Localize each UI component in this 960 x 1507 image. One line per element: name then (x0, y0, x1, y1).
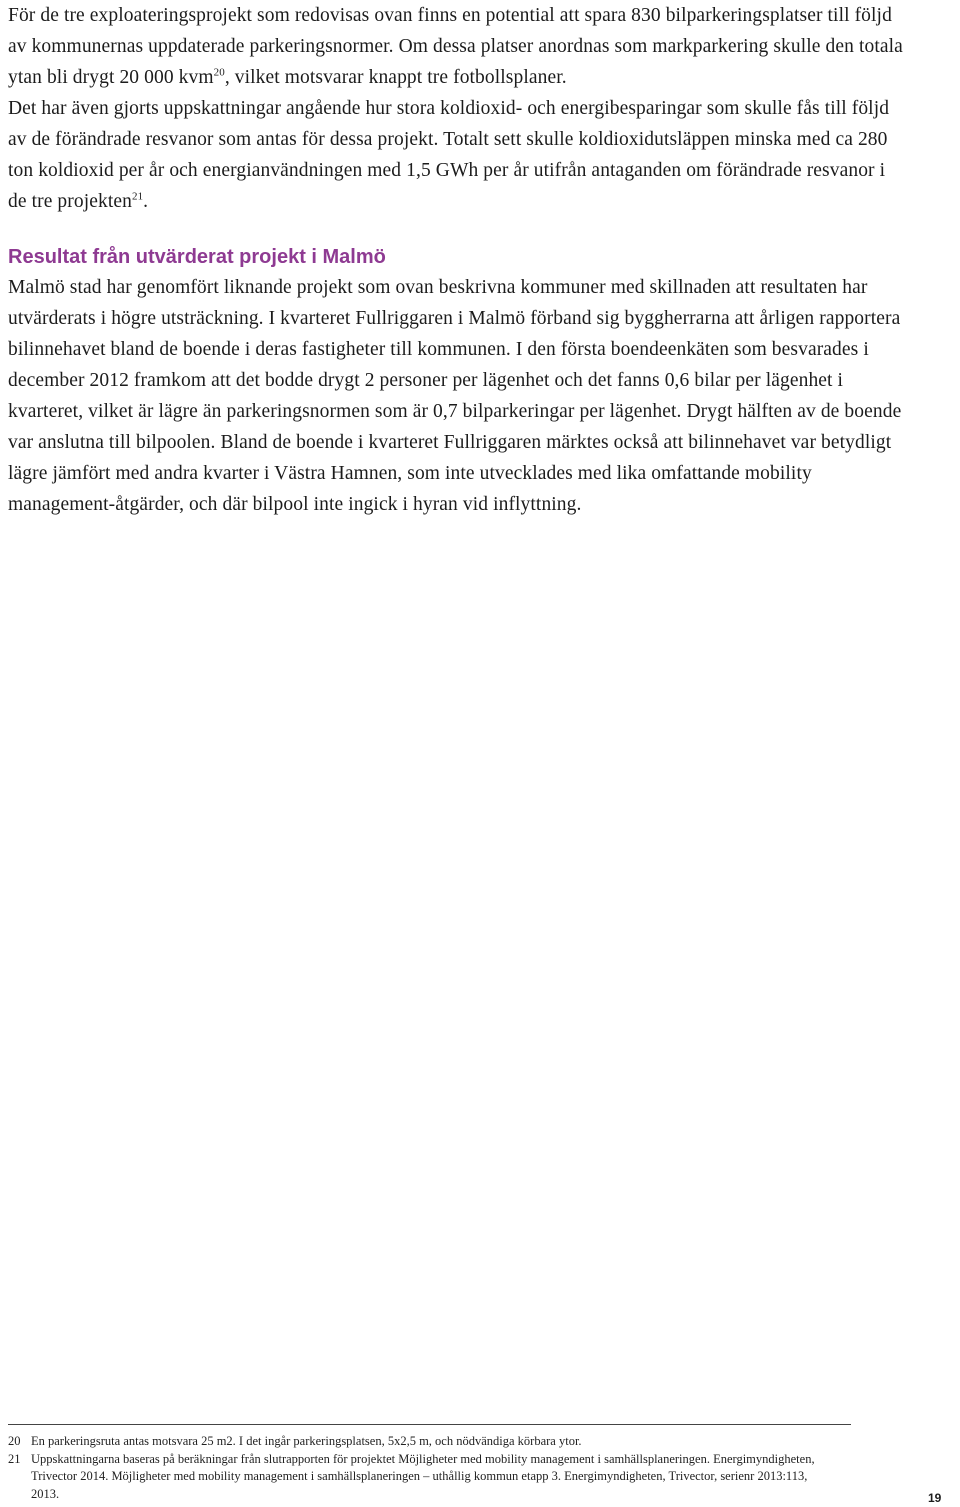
paragraph-1-tail: , vilket motsvarar knappt tre fotbollsplaner. (224, 67, 567, 88)
paragraph-3 (8, 272, 908, 520)
paragraph-2 (8, 93, 908, 217)
paragraph-2-text: Det har även gjorts uppskattningar angående hur stora koldioxid- och energibesparingar som skulle fås till följd av de förändrade resvanor som antas för dessa projekt. Totalt sett skulle koldioxidutsläppen minska med ca 280 ton koldioxid per år och energianvändningen med 1,5 GWh per år utifrån antaganden om förändrade resvanor i de tre projekten (8, 98, 890, 212)
paragraph-1-text: För de tre exploateringsprojekt som redovisas ovan finns en potential att spara 830 bilparkeringsplatser till följd av kommunernas uppdaterade parkeringsnormer. Om dessa platser anordnas som markparkering skulle den totala ytan bli drygt 20 000 kvm (8, 5, 903, 88)
footnotes (8, 1433, 828, 1503)
footnote-ref-21[interactable]: 21 (131, 190, 144, 203)
footnote-number: 21 (8, 1451, 21, 1466)
footnote-number: 20 (8, 1434, 21, 1448)
footnote-text: Uppskattningarna baseras på beräkningar från slutrapporten för projektet Möjligheter med mobility management i samhällsplaneringen. Energimyndigheten, Trivector 2014. Möjligheter med mobility management i samhällsplaneringen – uthållig kommun etapp 3. Energimyndigheten, Trivector, serienr 2013:113, 2013. (31, 1451, 815, 1501)
paragraph-2-tail: . (143, 191, 149, 212)
page-number: 19 (928, 1491, 942, 1505)
footnote-ref-20[interactable]: 20 (213, 66, 225, 79)
section-heading: Resultat från utvärderat projekt i Malmö (8, 246, 386, 268)
paragraph-1 (8, 0, 908, 93)
footnote-divider (8, 1424, 851, 1425)
main-content (8, 0, 908, 520)
footnote-text: En parkeringsruta antas motsvara 25 m2. I det ingår parkeringsplatsen, 5x2,5 m, och nödvändiga körbara ytor. (31, 1434, 582, 1448)
paragraph-3-text: Malmö stad har genomfört liknande projekt som ovan beskrivna kommuner med skillnaden att resultaten har utvärderats i högre utsträckning. I kvarteret Fullriggaren i Malmö förband sig byggherrarna att årligen rapportera bilinnehavet bland de boende i deras fastigheter till kommunen. I den första boendeenkäten som besvarades i december 2012 framkom att det bodde drygt 2 personer per lägenhet och det fanns 0,6 bilar per lägenhet i kvarteret, vilket är lägre än parkeringsnormen som är 0,7 bilparkeringar per lägenhet. Drygt hälften av de boende var anslutna till bilpoolen. Bland de boende i kvarteret Fullriggaren märktes också att bilinnehavet var betydligt lägre jämfört med andra kvarter i Västra Hamnen, som inte utvecklades med lika omfattande mobility management-åtgärder, och där bilpool inte ingick i hyran vid inflyttning. (8, 277, 902, 515)
footnote-20 (8, 1433, 828, 1451)
footnote-21 (8, 1451, 828, 1504)
